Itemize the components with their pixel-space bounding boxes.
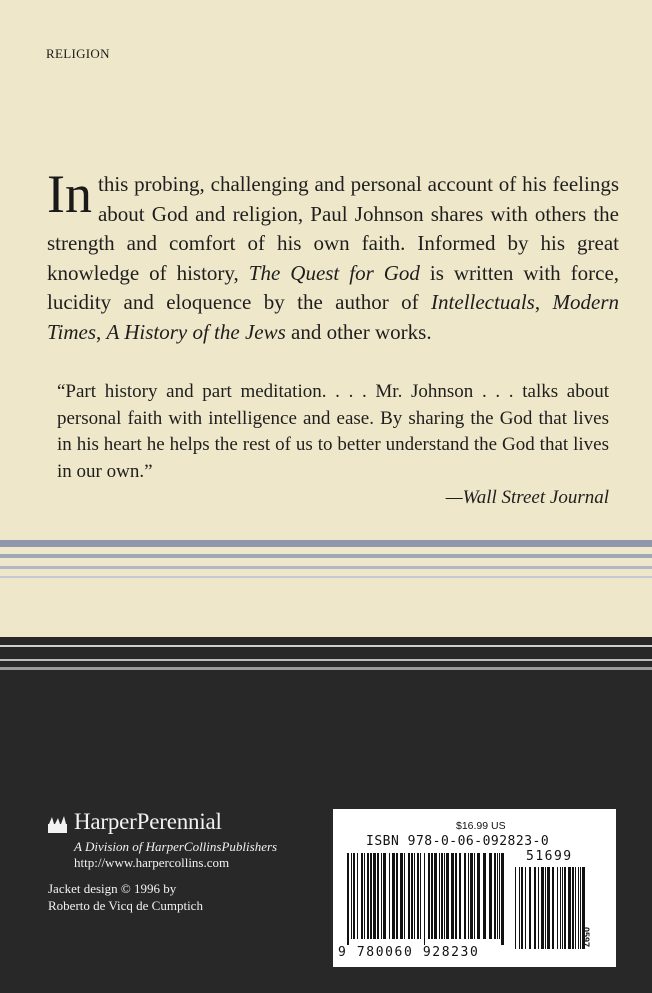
blurb-text-3: ,	[534, 290, 553, 314]
side-code: 0597	[581, 927, 591, 948]
blurb-text-5: and other works.	[285, 319, 432, 344]
barcode-bar	[370, 853, 372, 939]
barcode-bar	[578, 867, 579, 949]
barcode-bar	[534, 867, 536, 949]
barcode-bar	[446, 853, 449, 939]
barcode-bar	[529, 867, 531, 949]
barcode-bar	[383, 853, 386, 939]
barcode-bar	[525, 867, 526, 949]
work-title-modern-times: Modern Times	[47, 290, 619, 344]
work-title-intellectuals: Intellectuals	[431, 290, 535, 314]
barcode-bar	[434, 853, 437, 939]
review-quote	[57, 379, 609, 512]
quote-source: —Wall Street Journal	[445, 487, 609, 508]
barcode-bar	[351, 853, 352, 939]
barcode-bar	[392, 853, 395, 939]
division-prefix: A Division of HarperCollins	[74, 839, 222, 854]
barcode-box	[333, 809, 616, 967]
barcode-bar	[468, 853, 469, 939]
barcode-bar	[353, 853, 355, 939]
barcode-bar	[470, 853, 473, 939]
barcode-bar	[575, 867, 576, 949]
credit-line-2: Roberto de Vicq de Cumptich	[48, 897, 203, 913]
barcode-bar	[572, 867, 574, 949]
barcode-bar	[477, 853, 480, 939]
barcode-bar	[564, 867, 566, 949]
barcode-bar	[519, 867, 520, 949]
barcode-bar	[364, 853, 365, 939]
barcode-bar	[411, 853, 413, 939]
barcode-bar	[455, 853, 457, 939]
harper-logo-icon	[48, 815, 67, 833]
imprint-name: HarperPerennial	[74, 809, 222, 834]
barcode-bar	[361, 853, 363, 939]
ean-digits: 9 780060 928230	[338, 945, 480, 960]
barcode-bar	[441, 853, 443, 939]
book-title: The Quest for God	[248, 260, 420, 285]
barcode-bar	[396, 853, 398, 939]
barcode-bar	[381, 853, 382, 939]
quote-text: “Part history and part meditation. . . . Mr. Johnson . . . talks about personal faith with intelligence and ease. By sharing the God that lives in his heart he helps the rest of us to better understand the God that lives in our own.”	[57, 381, 609, 482]
dark-stripe-1	[0, 645, 652, 647]
stripe-2	[0, 554, 652, 558]
barcode-bar	[444, 853, 445, 939]
barcode-bar	[494, 853, 496, 939]
barcode-bar	[474, 853, 475, 939]
barcode-bar	[562, 867, 563, 949]
division-line	[74, 839, 277, 855]
description-blurb	[47, 164, 620, 347]
barcode-bar	[538, 867, 539, 949]
barcode-bar	[389, 853, 390, 939]
barcode-bar	[451, 853, 454, 939]
barcode-bar	[515, 867, 516, 949]
drop-cap: In	[47, 164, 92, 224]
barcode-bar	[464, 853, 466, 939]
blurb-text-4: ,	[96, 319, 107, 344]
barcode-bar	[541, 867, 544, 949]
barcode-bar	[428, 853, 430, 939]
cover-bottom-panel	[0, 637, 652, 993]
barcode-bar	[497, 853, 498, 939]
barcode-bar	[545, 867, 546, 949]
blurb-text-2: is written with force, lucidity and eloquence by the author of	[47, 260, 620, 314]
barcode-bar	[377, 853, 379, 939]
barcode-bar	[459, 853, 461, 939]
barcode-bar	[557, 867, 558, 949]
category-label: RELIGION	[46, 46, 110, 61]
barcode-bar	[424, 853, 425, 945]
jacket-credit	[48, 881, 203, 914]
barcode-bar	[357, 853, 358, 939]
isbn-label: ISBN 978-0-06-092823-0	[366, 834, 550, 849]
barcode-bar	[408, 853, 410, 939]
barcode-bar	[483, 853, 486, 939]
work-title-history-of-jews: A History of the Jews	[106, 319, 286, 344]
division-suffix: Publishers	[221, 839, 278, 854]
barcode-bar	[560, 867, 561, 949]
barcode-bar	[404, 853, 405, 939]
dark-stripe-3	[0, 667, 652, 670]
barcode-bar	[552, 867, 554, 949]
stripe-1	[0, 540, 652, 547]
blurb-text-1: this probing, challenging and personal account of his feelings about God and religion, Paul Johnson shares with others the strength and comfort of his own faith. Informed by his great knowledge of history,	[47, 172, 619, 285]
barcode-bar	[499, 853, 500, 939]
price-label: $16.99 US	[456, 820, 506, 832]
credit-line-1: Jacket design © 1996 by	[48, 881, 177, 896]
barcode-bar	[431, 853, 433, 939]
barcode-bar	[439, 853, 440, 939]
publisher-url[interactable]: http://www.harpercollins.com	[74, 855, 230, 870]
barcode-bar	[373, 853, 376, 939]
barcode-bar	[414, 853, 415, 939]
barcode-bar	[521, 867, 523, 949]
dark-stripe-2	[0, 659, 652, 661]
stripe-4	[0, 576, 652, 578]
barcode-bar	[420, 853, 421, 939]
barcode-bar	[489, 853, 492, 939]
barcode-bar	[417, 853, 419, 939]
barcode-bar	[501, 853, 504, 945]
barcode-bar	[367, 853, 369, 939]
barcode-bar	[568, 867, 571, 949]
barcode-bar	[400, 853, 403, 939]
barcode	[333, 809, 616, 967]
stripe-3	[0, 566, 652, 569]
price-addon-digits: 51699	[526, 849, 573, 864]
barcode-bar	[347, 853, 349, 945]
barcode-bar	[547, 867, 550, 949]
